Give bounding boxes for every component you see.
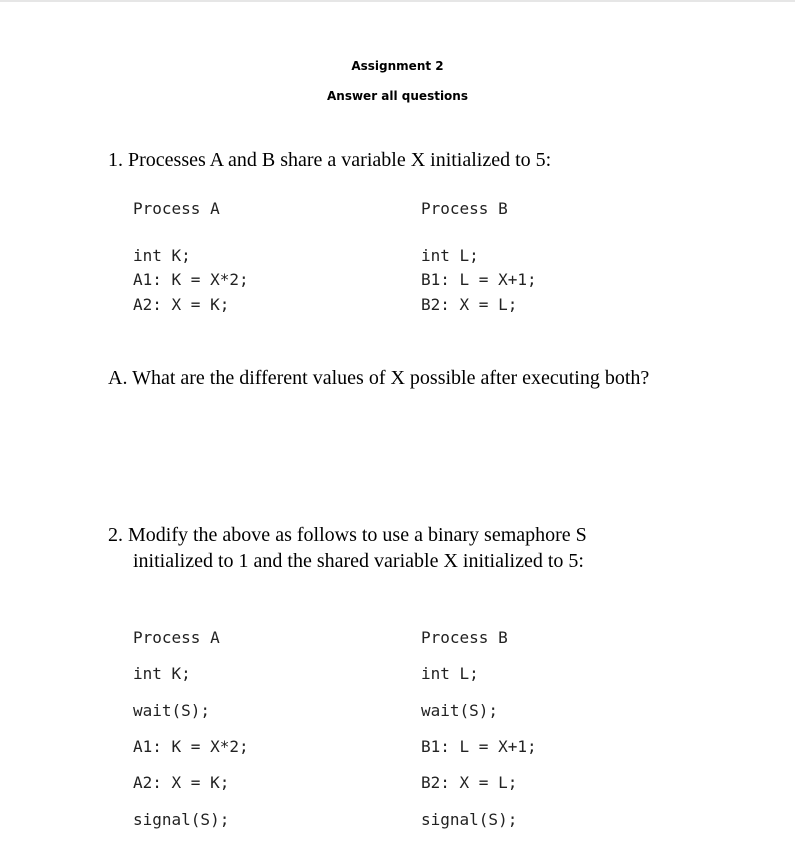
q1-process-b-line: B2: X = L;: [421, 295, 518, 314]
q2-process-b-title: Process B: [421, 628, 508, 647]
q2-process-b-line: wait(S);: [421, 701, 499, 720]
q2-process-a-line: A2: X = K;: [133, 773, 230, 792]
q2-process-a-line: int K;: [133, 664, 191, 683]
q2-process-b-line: signal(S);: [421, 810, 518, 829]
q2-process-a-line: A1: K = X*2;: [133, 737, 249, 756]
question-2-text-line-2: initialized to 1 and the shared variable X initialized to 5:: [133, 550, 584, 572]
q1-process-b-line: B1: L = X+1;: [421, 270, 537, 289]
assignment-subtitle: Answer all questions: [327, 89, 468, 103]
q1-process-a-line: A1: K = X*2;: [133, 270, 249, 289]
q1-process-b-line: int L;: [421, 246, 479, 265]
q2-process-a-title: Process A: [133, 628, 220, 647]
q1-process-a-line: A2: X = K;: [133, 295, 230, 314]
q2-process-b-line: B2: X = L;: [421, 773, 518, 792]
q2-process-a-line: signal(S);: [133, 810, 230, 829]
assignment-title: Assignment 2: [351, 59, 444, 73]
q1-process-b-title: Process B: [421, 199, 508, 218]
q1-process-a-line: int K;: [133, 246, 191, 265]
q2-process-a-line: wait(S);: [133, 701, 211, 720]
question-1-text: 1. Processes A and B share a variable X initialized to 5:: [108, 149, 552, 171]
page-top-edge: [0, 0, 795, 2]
question-1-part-a: A. What are the different values of X possible after executing both?: [108, 367, 650, 389]
q1-process-a-title: Process A: [133, 199, 220, 218]
q2-process-b-line: B1: L = X+1;: [421, 737, 537, 756]
question-2-text-line-1: 2. Modify the above as follows to use a binary semaphore S: [108, 524, 587, 546]
q2-process-b-line: int L;: [421, 664, 479, 683]
